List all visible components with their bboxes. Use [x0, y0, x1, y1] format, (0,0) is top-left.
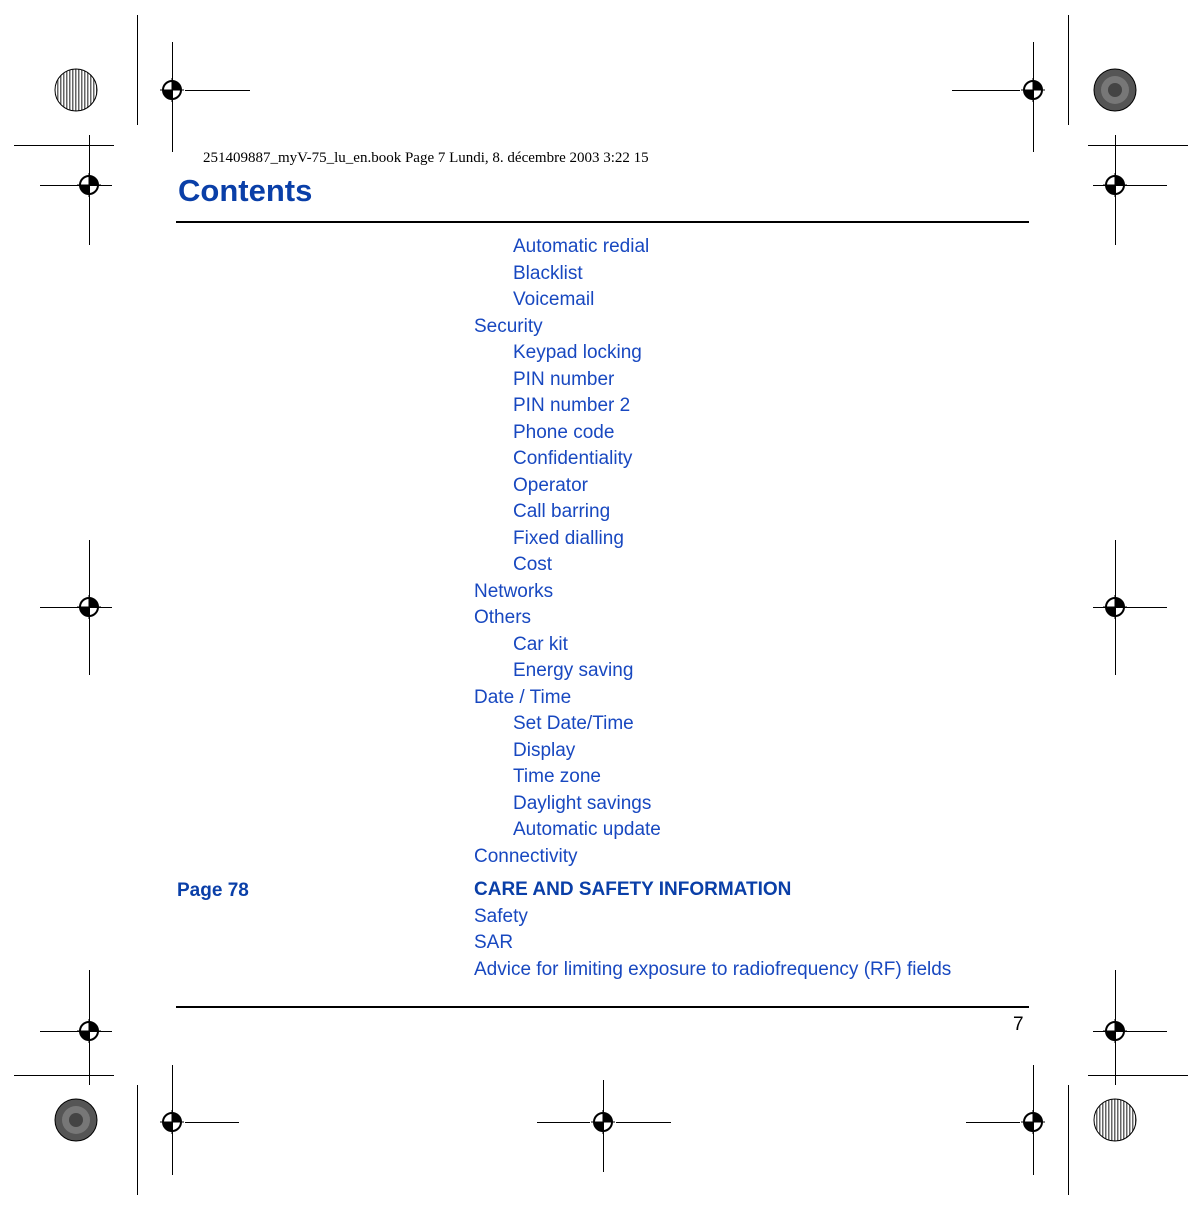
- toc-entry[interactable]: Call barring: [513, 501, 611, 522]
- toc-entry[interactable]: Security: [474, 315, 543, 337]
- radial-register-disc-icon: [1093, 68, 1137, 112]
- registration-target-icon: [77, 595, 101, 619]
- registration-target-icon: [1103, 173, 1127, 197]
- page-reference[interactable]: Page 78: [177, 880, 249, 901]
- toc-entry[interactable]: Networks: [474, 580, 554, 602]
- toc-entry[interactable]: Set Date/Time: [513, 713, 634, 734]
- toc-entry[interactable]: Date / Time: [474, 686, 572, 708]
- registration-target-icon: [1021, 1110, 1045, 1134]
- registration-target-icon: [1103, 1019, 1127, 1043]
- toc-entry[interactable]: Voicemail: [513, 289, 595, 310]
- toc-entry[interactable]: Cost: [513, 554, 553, 575]
- toc-entry[interactable]: SAR: [474, 932, 514, 953]
- toc-entry[interactable]: Fixed dialling: [513, 527, 624, 549]
- toc-entry[interactable]: Automatic redial: [513, 236, 650, 257]
- radial-register-disc-icon: [54, 68, 98, 112]
- toc-entry[interactable]: Confidentiality: [513, 448, 633, 469]
- toc-entry[interactable]: Time zone: [513, 766, 601, 787]
- toc-entry[interactable]: Others: [474, 607, 532, 628]
- toc-entry[interactable]: Safety: [474, 905, 528, 927]
- registration-target-icon: [1021, 78, 1045, 102]
- page-number: 7: [1013, 1014, 1024, 1035]
- registration-target-icon: [1103, 595, 1127, 619]
- toc-entry[interactable]: Blacklist: [513, 262, 583, 284]
- toc-entry[interactable]: Daylight savings: [513, 792, 652, 814]
- footer-divider: [176, 1006, 1029, 1008]
- toc-entry[interactable]: Phone code: [513, 421, 615, 443]
- toc-entry[interactable]: Car kit: [513, 633, 568, 655]
- toc-entry[interactable]: Operator: [513, 474, 588, 496]
- toc-entry[interactable]: Keypad locking: [513, 342, 642, 363]
- toc-entry[interactable]: Connectivity: [474, 845, 578, 867]
- table-of-contents: [474, 234, 1034, 983]
- toc-entry[interactable]: Energy saving: [513, 660, 634, 681]
- title-divider: [176, 221, 1029, 223]
- registration-target-icon: [77, 1019, 101, 1043]
- registration-target-icon: [160, 1110, 184, 1134]
- radial-register-disc-icon: [54, 1098, 98, 1142]
- page-title: Contents: [178, 173, 313, 208]
- toc-entry[interactable]: Automatic update: [513, 819, 661, 840]
- registration-target-icon: [160, 78, 184, 102]
- book-slug-header: 251409887_myV-75_lu_en.book Page 7 Lundi, 8. décembre 2003 3:22 15: [203, 150, 649, 166]
- toc-entry[interactable]: PIN number 2: [513, 395, 631, 416]
- radial-register-disc-icon: [1093, 1098, 1137, 1142]
- registration-target-icon: [77, 173, 101, 197]
- toc-entry[interactable]: PIN number: [513, 368, 615, 390]
- toc-entry[interactable]: Advice for limiting exposure to radiofrequency (RF) fields: [474, 958, 952, 980]
- toc-entry[interactable]: Display: [513, 739, 576, 761]
- registration-target-icon: [591, 1110, 615, 1134]
- toc-section-heading[interactable]: CARE AND SAFETY INFORMATION: [474, 879, 792, 900]
